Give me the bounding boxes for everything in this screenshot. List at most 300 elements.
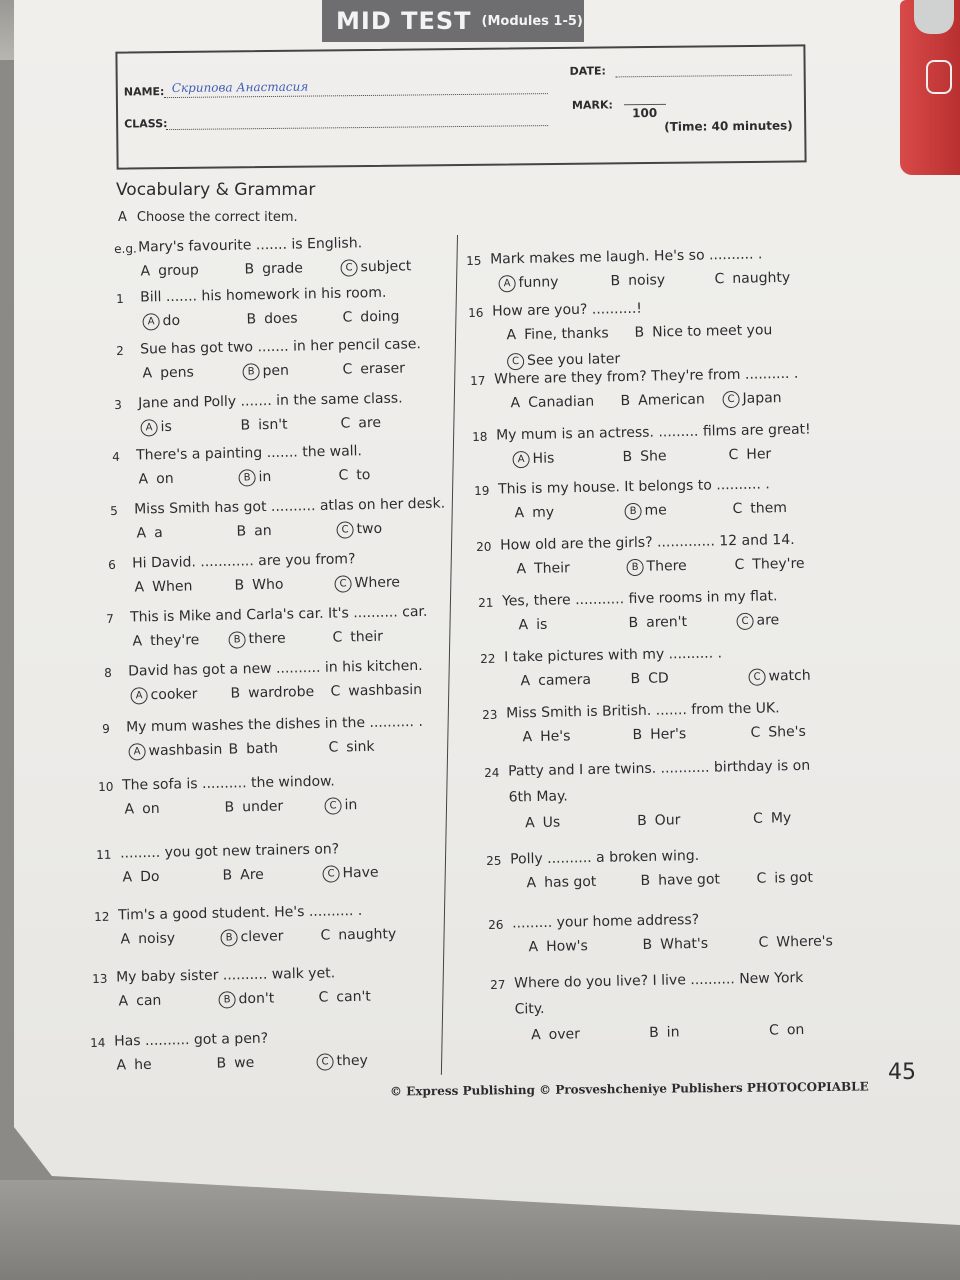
option-text: American (638, 391, 705, 409)
option-text: She's (768, 723, 807, 741)
option-letter: A (530, 1027, 541, 1044)
option-letter: B (218, 991, 235, 1008)
question-stem: Where are they from? They're from .......... . (493, 365, 799, 388)
question-stem: There's a painting ....... the wall. (135, 443, 363, 464)
option-letter: C (322, 865, 339, 882)
option-letter: A (130, 687, 147, 704)
option-letter: C (342, 309, 353, 326)
question-number: 26 (488, 917, 504, 932)
option-b[interactable] (222, 867, 264, 884)
option-letter: A (122, 869, 133, 886)
option-letter: C (768, 1022, 780, 1039)
question-number: 12 (94, 909, 110, 924)
option-a[interactable] (520, 672, 591, 689)
option-letter: A (512, 451, 529, 468)
option-c[interactable] (338, 467, 370, 484)
option-letter: B (624, 503, 641, 520)
question-stem-continued: 6th May. (508, 788, 568, 806)
option-letter: C (334, 575, 351, 592)
question-number: 11 (96, 847, 112, 862)
option-letter: C (714, 271, 725, 288)
option-letter: C (758, 934, 769, 951)
option-b[interactable] (610, 272, 665, 289)
option-text: grade (262, 260, 304, 278)
option-text: is got (774, 869, 814, 887)
option-c[interactable] (332, 629, 383, 646)
option-letter: C (332, 629, 343, 646)
date-label: DATE: (569, 64, 606, 78)
option-b[interactable] (634, 322, 772, 341)
option-letter: B (234, 577, 245, 594)
option-letter: C (748, 669, 765, 686)
option-letter: C (342, 361, 353, 378)
option-letter: A (124, 801, 135, 818)
option-c[interactable] (732, 500, 787, 517)
question-stem: Mary's favourite ....... is English. (137, 235, 363, 256)
object-cap (914, 0, 954, 34)
option-letter: B (228, 631, 245, 648)
option-b[interactable] (224, 798, 283, 815)
option-letter: A (520, 673, 531, 690)
option-a[interactable] (522, 728, 570, 745)
question-stem: The sofa is .......... the window. (121, 773, 335, 794)
instruction (118, 210, 298, 225)
option-b[interactable] (637, 812, 681, 829)
option-text: are (358, 414, 382, 432)
question-stem: Where do you live? I live .......... New York (513, 969, 804, 992)
option-text: He's (540, 728, 571, 745)
option-letter: A (128, 743, 145, 760)
option-a[interactable] (116, 1057, 151, 1074)
option-b[interactable] (220, 928, 283, 946)
option-text: bath (246, 740, 279, 758)
option-text: eraser (360, 360, 406, 378)
question-stem: How are you? ..........! (491, 300, 643, 320)
option-letter: C (320, 927, 331, 944)
option-text: can (136, 992, 162, 1010)
option-a[interactable] (531, 1026, 580, 1043)
question-stem: David has got a new .......... in his kitchen. (127, 657, 423, 680)
question-stem: Jane and Polly ....... in the same class. (137, 390, 403, 412)
class-label: CLASS: (124, 117, 168, 131)
option-letter: C (736, 613, 753, 630)
option-text: subject (360, 258, 412, 276)
option-letter: B (642, 936, 653, 954)
option-text: in (344, 797, 358, 814)
option-text: noisy (138, 930, 176, 948)
date-line[interactable] (616, 75, 792, 78)
option-b[interactable] (240, 417, 287, 434)
option-c[interactable] (324, 797, 357, 815)
student-info-box (115, 44, 806, 169)
option-text: wardrobe (248, 683, 315, 702)
option-text: an (254, 522, 272, 540)
option-letter: B (628, 614, 639, 632)
option-a[interactable] (124, 801, 159, 818)
option-text: under (242, 798, 284, 816)
option-c[interactable] (328, 739, 374, 756)
option-letter: A (510, 395, 521, 412)
option-letter: B (634, 324, 645, 341)
red-object (900, 0, 960, 175)
option-b[interactable] (230, 684, 314, 702)
option-text: My (770, 810, 792, 827)
question-stem: This is Mike and Carla's car. It's .......... car. (129, 603, 428, 626)
option-text: clever (240, 928, 284, 946)
mark-total: 100 (632, 105, 658, 121)
option-c[interactable] (342, 360, 405, 377)
option-letter: B (242, 363, 259, 380)
option-text: their (350, 628, 384, 646)
option-text: over (548, 1026, 581, 1043)
question-stem: ......... you got new trainers on? (119, 841, 340, 862)
option-text: can't (336, 988, 371, 1006)
option-letter: B (246, 311, 257, 328)
option-c[interactable] (750, 724, 806, 741)
option-letter: A (498, 275, 515, 292)
option-text: are (756, 612, 780, 629)
option-text: Are (240, 866, 264, 884)
option-b[interactable] (624, 502, 667, 520)
option-c[interactable] (769, 1022, 805, 1039)
class-line[interactable] (166, 125, 548, 130)
option-c[interactable] (342, 309, 399, 326)
option-c[interactable] (507, 351, 620, 370)
option-a[interactable] (518, 617, 547, 634)
option-b[interactable] (649, 1024, 680, 1041)
option-letter: A (140, 263, 151, 280)
option-c[interactable] (336, 521, 382, 539)
option-text: How's (546, 938, 589, 955)
option-letter: A (524, 815, 535, 832)
option-text: pen (262, 362, 290, 380)
option-text: on (786, 1021, 805, 1039)
option-text: is (160, 418, 172, 436)
option-text: camera (538, 671, 592, 689)
option-c[interactable] (756, 870, 813, 887)
option-text: funny (518, 274, 559, 291)
option-letter: B (610, 273, 621, 290)
option-text: do (162, 312, 181, 330)
option-letter: B (622, 448, 633, 466)
option-b[interactable] (238, 469, 271, 487)
option-letter: C (507, 353, 524, 370)
option-c[interactable] (736, 612, 779, 630)
option-b[interactable] (620, 391, 705, 409)
question-stem: Patty and I are twins. ........... birthday is on (507, 757, 811, 780)
option-text: isn't (258, 416, 288, 434)
option-letter: C (316, 1053, 333, 1070)
option-a[interactable] (140, 262, 199, 279)
option-c[interactable] (728, 446, 771, 463)
option-letter: C (752, 810, 764, 827)
option-c[interactable] (714, 270, 790, 287)
option-letter: A (120, 931, 131, 948)
option-text: Us (542, 814, 561, 831)
option-letter: A (138, 471, 149, 488)
option-a[interactable] (516, 560, 570, 577)
question-number: 14 (90, 1035, 106, 1050)
option-letter: C (732, 500, 743, 518)
option-text: we (234, 1054, 255, 1072)
option-text: What's (660, 935, 709, 953)
option-letter: A (522, 729, 533, 746)
option-text: naughty (338, 926, 397, 944)
option-text: CD (648, 670, 669, 687)
option-a[interactable] (512, 450, 554, 468)
option-a[interactable] (118, 993, 161, 1010)
question-number: 4 (112, 449, 120, 464)
option-c[interactable] (734, 556, 804, 573)
option-b[interactable] (218, 991, 274, 1009)
question-number: 18 (472, 429, 488, 444)
option-c[interactable] (322, 865, 378, 883)
option-c[interactable] (316, 1053, 368, 1071)
option-letter: A (516, 561, 527, 578)
question-number: 21 (478, 595, 494, 610)
option-c[interactable] (753, 810, 791, 827)
question-stem: My baby sister .......... walk yet. (115, 965, 336, 986)
option-b[interactable] (630, 670, 668, 687)
option-text: me (644, 502, 667, 519)
option-text: Do (140, 868, 160, 886)
option-text: See you later (526, 351, 621, 369)
option-b[interactable] (236, 523, 271, 540)
option-letter: C (328, 739, 339, 756)
question-number: 27 (490, 977, 506, 992)
option-a[interactable] (142, 313, 180, 331)
question-stem: Tim's a good student. He's .......... . (117, 902, 363, 924)
option-a[interactable] (128, 742, 222, 761)
option-text: have got (658, 871, 721, 889)
question-number: 7 (106, 611, 114, 626)
option-b[interactable] (628, 614, 687, 631)
option-letter: C (734, 556, 745, 574)
option-letter: C (330, 683, 341, 700)
option-b[interactable] (216, 1055, 254, 1072)
question-stem: Polly .......... a broken wing. (509, 847, 700, 868)
option-a[interactable] (526, 874, 596, 891)
question-number: 23 (482, 707, 498, 722)
option-letter: A (526, 875, 537, 892)
question-number: 17 (470, 373, 486, 388)
question-stem: I take pictures with my .......... . (503, 645, 723, 666)
option-letter: B (630, 670, 641, 688)
option-text: is (536, 616, 548, 633)
section-title: Vocabulary & Grammar (116, 180, 316, 200)
option-text: Who (252, 576, 284, 594)
option-c[interactable] (340, 258, 411, 276)
option-letter: A (518, 617, 529, 634)
option-c[interactable] (330, 682, 422, 700)
question-number: 16 (468, 305, 484, 320)
question-number: 19 (474, 483, 490, 498)
option-c[interactable] (722, 390, 781, 408)
option-text: Where (354, 574, 401, 592)
object-ring (926, 60, 952, 94)
option-a[interactable] (138, 471, 173, 488)
option-letter: C (336, 521, 353, 538)
option-letter: B (216, 1055, 227, 1072)
option-text: Fine, thanks (524, 325, 609, 343)
option-text: watch (768, 667, 811, 685)
option-letter: B (236, 523, 247, 540)
option-letter: B (626, 559, 643, 576)
question-number: 6 (108, 557, 116, 572)
question-number: 1 (116, 291, 124, 306)
option-c[interactable] (334, 574, 400, 592)
question-stem: How old are the girls? ............. 12 and 14. (499, 531, 795, 554)
mark-score-line[interactable] (624, 104, 666, 105)
option-text: washbasin (348, 681, 423, 700)
time-limit: (Time: 40 minutes) (664, 118, 793, 134)
option-text: naughty (732, 269, 791, 287)
option-a[interactable] (132, 632, 199, 649)
option-text: Her's (650, 726, 687, 743)
option-text: His (532, 450, 555, 467)
option-b[interactable] (244, 260, 303, 277)
question-stem: Hi David. ............ are you from? (131, 551, 356, 572)
option-text: a (154, 524, 163, 542)
option-c[interactable] (758, 933, 833, 950)
option-a[interactable] (528, 938, 588, 955)
option-letter: A (528, 939, 539, 956)
question-stem: Yes, there ........... five rooms in my flat. (501, 588, 778, 610)
question-stem: My mum washes the dishes in the .......... . (125, 713, 423, 736)
option-text: they're (150, 632, 200, 650)
option-text: on (156, 470, 174, 488)
option-a[interactable] (142, 365, 194, 382)
option-a[interactable] (506, 325, 608, 343)
option-a[interactable] (525, 815, 560, 832)
option-a[interactable] (498, 274, 558, 292)
option-a[interactable] (140, 419, 172, 437)
option-letter: C (728, 446, 739, 464)
option-letter: A (142, 313, 159, 330)
question-stem: Miss Smith has got .......... atlas on her desk. (133, 495, 446, 518)
option-text: does (264, 310, 298, 328)
option-letter: A (118, 993, 129, 1010)
question-number: 24 (484, 765, 500, 780)
option-letter: A (134, 579, 145, 596)
option-letter: B (228, 741, 239, 758)
option-letter: C (340, 415, 351, 432)
option-b[interactable] (632, 726, 686, 743)
option-b[interactable] (626, 558, 686, 576)
instruction-letter: A (118, 210, 127, 225)
question-number: 25 (486, 853, 502, 868)
question-number: 2 (116, 343, 124, 358)
option-text: Japan (742, 390, 782, 407)
name-value[interactable]: Скрипова Анастасия (171, 79, 309, 96)
question-number: 22 (480, 651, 496, 666)
option-letter: C (338, 467, 349, 484)
option-text: on (142, 800, 160, 818)
option-text: in (258, 468, 272, 486)
question-number: 9 (102, 721, 110, 736)
option-b[interactable] (228, 741, 278, 758)
question-stem: Miss Smith is British. ....... from the UK. (505, 700, 780, 722)
option-a[interactable] (120, 930, 175, 947)
option-b[interactable] (246, 311, 297, 328)
option-b[interactable] (642, 936, 708, 953)
option-text: group (158, 262, 200, 280)
option-a[interactable] (130, 686, 197, 704)
option-a[interactable] (134, 578, 192, 595)
question-number: 5 (110, 503, 118, 518)
option-c[interactable] (748, 668, 810, 686)
option-letter: C (324, 797, 341, 814)
option-text: pens (160, 364, 195, 382)
question-stem: My mum is an actress. ......... films are great! (495, 421, 811, 444)
option-text: Have (342, 864, 379, 882)
option-letter: B (240, 417, 251, 434)
test-title: MID TEST (336, 7, 472, 35)
option-letter: B (632, 726, 643, 744)
option-text: Her (746, 446, 772, 463)
option-letter: B (636, 812, 647, 830)
option-letter: B (238, 469, 255, 486)
option-b[interactable] (228, 631, 285, 649)
option-a[interactable] (514, 504, 554, 521)
option-text: When (152, 578, 193, 596)
option-text: in (666, 1024, 680, 1041)
option-b[interactable] (242, 363, 289, 381)
option-text: noisy (628, 272, 666, 289)
option-letter: B (220, 929, 237, 946)
question-stem: Sue has got two ....... in her pencil case. (139, 336, 422, 358)
option-letter: A (140, 419, 157, 436)
option-text: my (532, 504, 555, 521)
question-stem: Has .......... got a pen? (113, 1030, 269, 1050)
copyright-footer: © Express Publishing © Prosveshcheniye Publishers PHOTOCOPIABLE (389, 1079, 869, 1099)
option-b[interactable] (622, 448, 666, 465)
option-c[interactable] (340, 415, 381, 432)
option-c[interactable] (318, 989, 371, 1006)
option-b[interactable] (640, 872, 720, 890)
option-text: them (750, 499, 788, 517)
option-text: don't (238, 990, 275, 1008)
option-a[interactable] (510, 394, 594, 412)
option-text: there (248, 630, 286, 648)
question-stem: This is my house. It belongs to .......... . (497, 476, 770, 498)
option-a[interactable] (136, 525, 162, 541)
mark-label: MARK: (571, 98, 613, 112)
option-text: sink (346, 738, 375, 756)
option-a[interactable] (122, 869, 159, 886)
name-label: NAME: (123, 85, 165, 99)
option-b[interactable] (234, 577, 283, 594)
option-letter: A (116, 1057, 127, 1074)
option-text: Canadian (528, 393, 595, 411)
option-text: Where's (776, 933, 834, 951)
option-c[interactable] (320, 926, 396, 943)
option-letter: C (722, 391, 739, 408)
question-number: 13 (92, 971, 108, 986)
option-letter: B (224, 799, 235, 816)
option-text: doing (360, 308, 400, 326)
option-letter: B (620, 392, 631, 410)
question-number: 20 (476, 539, 492, 554)
option-text: two (356, 520, 383, 538)
option-text: he (134, 1056, 152, 1074)
option-letter: C (750, 724, 761, 741)
option-text: Nice to meet you (652, 322, 773, 341)
option-letter: B (640, 872, 651, 890)
option-text: They're (752, 555, 805, 573)
option-text: has got (544, 873, 597, 891)
option-text: aren't (646, 613, 688, 631)
